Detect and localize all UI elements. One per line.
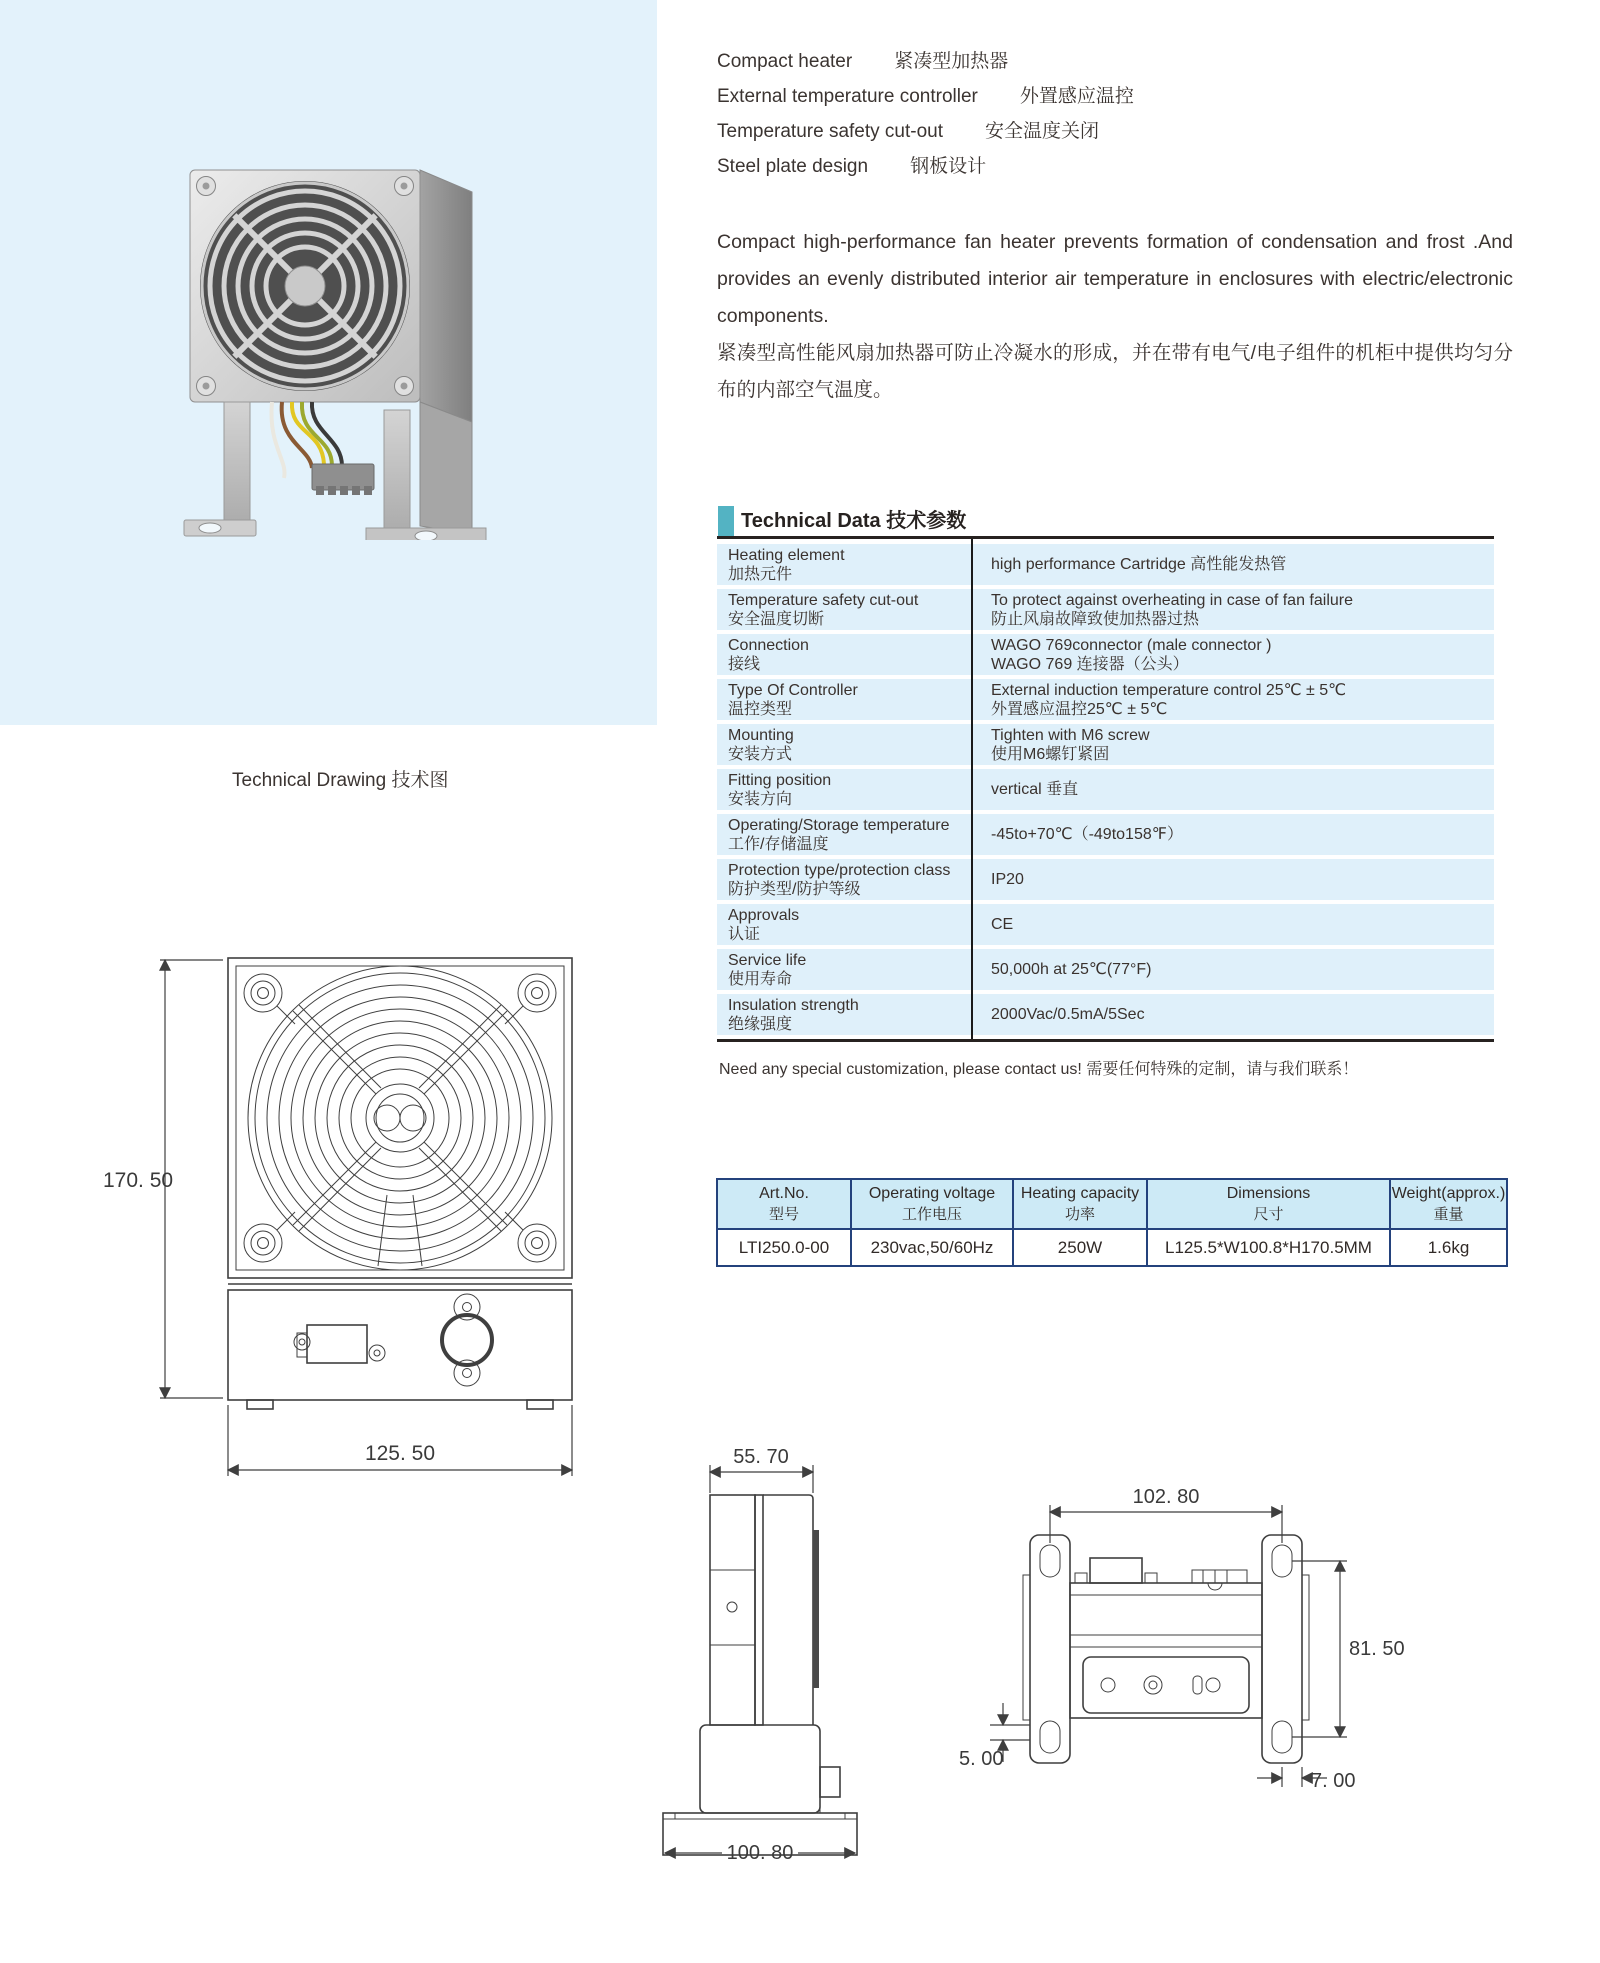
drawing-side-view bbox=[630, 1435, 890, 1875]
col-heating-capacity bbox=[1013, 1179, 1147, 1229]
value-line2: 使用M6螺钉紧固 bbox=[991, 745, 1110, 763]
value-line1: To protect against overheating in case of fan failure bbox=[991, 591, 1353, 609]
label-en: Temperature safety cut-out bbox=[728, 591, 919, 609]
feature-zh: 安全温度关闭 bbox=[985, 121, 1100, 142]
rear-dimension-span bbox=[1050, 1486, 1282, 1543]
section-marker bbox=[718, 506, 734, 537]
row-value bbox=[971, 589, 1494, 630]
cell-operating-voltage: 230vac,50/60Hz bbox=[851, 1229, 1013, 1266]
table-row bbox=[717, 724, 1494, 765]
feature-en: Temperature safety cut-out bbox=[717, 121, 943, 142]
technical-data-table bbox=[717, 544, 1494, 1035]
header-zh: 功率 bbox=[1064, 1206, 1095, 1223]
table-row bbox=[717, 814, 1494, 855]
front-dimension-width bbox=[228, 1405, 572, 1476]
col-art-no bbox=[717, 1179, 851, 1229]
label-en: Operating/Storage temperature bbox=[728, 816, 950, 834]
header-zh: 工作电压 bbox=[901, 1206, 962, 1223]
spec-header-row bbox=[717, 1179, 1507, 1229]
description-zh: 紧凑型高性能风扇加热器可防止冷凝水的形成，并在带有电气/电子组件的机柜中提供均匀分布的内部空气温度。 bbox=[717, 342, 1513, 401]
table-row bbox=[717, 679, 1494, 720]
rear-brackets bbox=[1023, 1535, 1309, 1763]
cell-heating-capacity: 250W bbox=[1013, 1229, 1147, 1266]
side-dimension-base bbox=[665, 1842, 855, 1864]
side-profile bbox=[663, 1495, 857, 1855]
row-value bbox=[971, 949, 1494, 990]
row-value bbox=[971, 994, 1494, 1035]
cell-art-no: LTI250.0-00 bbox=[717, 1229, 851, 1266]
dim-depth-label: 55. 70 bbox=[733, 1446, 789, 1468]
description-en: Compact high-performance fan heater prevents formation of condensation and frost .And provides an evenly distributed interior air temperature in enclosures with electric/electronic components. bbox=[717, 231, 1513, 327]
table-row bbox=[717, 769, 1494, 810]
row-label bbox=[717, 634, 971, 675]
spec-data-row bbox=[717, 1229, 1507, 1266]
value-line2: 外置感应温控25℃ ± 5℃ bbox=[991, 700, 1168, 718]
row-label bbox=[717, 724, 971, 765]
customization-note: Need any special customization, please contact us! 需要任何特殊的定制，请与我们联系！ bbox=[719, 1061, 1359, 1078]
feature-en: External temperature controller bbox=[717, 86, 978, 107]
header-en: Heating capacity bbox=[1020, 1185, 1140, 1202]
section-underline bbox=[717, 536, 1494, 539]
row-label bbox=[717, 949, 971, 990]
label-zh: 温控类型 bbox=[728, 700, 793, 718]
row-label bbox=[717, 589, 971, 630]
feature-list bbox=[717, 44, 1134, 184]
label-en: Protection type/protection class bbox=[728, 861, 951, 879]
label-zh: 安装方向 bbox=[728, 790, 793, 808]
row-value bbox=[971, 544, 1494, 585]
row-value bbox=[971, 859, 1494, 900]
side-dimension-depth bbox=[710, 1446, 813, 1493]
label-en: Insulation strength bbox=[728, 996, 859, 1014]
cell-weight: 1.6kg bbox=[1390, 1229, 1507, 1266]
header-zh: 尺寸 bbox=[1253, 1206, 1284, 1223]
label-en: Service life bbox=[728, 951, 807, 969]
row-value bbox=[971, 904, 1494, 945]
table-row bbox=[717, 544, 1494, 585]
label-en: Approvals bbox=[728, 906, 800, 924]
label-en: Fitting position bbox=[728, 771, 832, 789]
product-spec-table bbox=[716, 1178, 1508, 1267]
drawing-front-view bbox=[95, 940, 595, 1485]
label-zh: 接线 bbox=[728, 655, 761, 673]
col-operating-voltage bbox=[851, 1179, 1013, 1229]
value-line2: 防止风扇故障致使加热器过热 bbox=[991, 610, 1200, 628]
rear-dimension-offset bbox=[959, 1703, 1030, 1770]
feature-zh: 外置感应温控 bbox=[1019, 86, 1134, 107]
row-label bbox=[717, 769, 971, 810]
drawing-rear-view bbox=[945, 1475, 1425, 1815]
label-zh: 使用寿命 bbox=[728, 970, 793, 988]
value-line1: External induction temperature control 25℃ ± 5℃ bbox=[991, 681, 1347, 699]
value-line1: vertical 垂直 bbox=[991, 781, 1079, 798]
value-line1: -45to+70℃（-49to158℉） bbox=[991, 826, 1183, 843]
label-zh: 认证 bbox=[728, 925, 761, 943]
rear-dimension-bracket bbox=[1257, 1767, 1355, 1792]
technical-drawing-caption: Technical Drawing 技术图 bbox=[232, 770, 449, 791]
row-value bbox=[971, 724, 1494, 765]
row-label bbox=[717, 994, 971, 1035]
table-row bbox=[717, 949, 1494, 990]
row-label bbox=[717, 904, 971, 945]
row-label bbox=[717, 679, 971, 720]
fan-grill bbox=[200, 181, 410, 391]
header-zh: 型号 bbox=[768, 1206, 799, 1223]
feature-en: Steel plate design bbox=[717, 156, 869, 177]
rear-body bbox=[1070, 1558, 1262, 1718]
table-row bbox=[717, 589, 1494, 630]
feature-item bbox=[717, 149, 1134, 184]
front-fan-grill bbox=[248, 966, 552, 1270]
header-en: Operating voltage bbox=[868, 1185, 996, 1202]
dim-bracket-label: 7. 00 bbox=[1311, 1770, 1356, 1792]
dim-span-label: 102. 80 bbox=[1132, 1486, 1200, 1508]
row-value bbox=[971, 769, 1494, 810]
technical-data-title: Technical Data 技术参数 bbox=[741, 510, 967, 532]
product-photo bbox=[170, 130, 530, 540]
label-en: Connection bbox=[728, 636, 809, 654]
row-value bbox=[971, 814, 1494, 855]
table-column-divider bbox=[971, 539, 973, 1039]
dim-width-label: 125. 50 bbox=[364, 1442, 436, 1465]
label-zh: 绝缘强度 bbox=[728, 1015, 793, 1033]
table-row bbox=[717, 634, 1494, 675]
table-row bbox=[717, 859, 1494, 900]
label-en: Heating element bbox=[728, 546, 845, 564]
table-row bbox=[717, 994, 1494, 1035]
col-weight bbox=[1390, 1179, 1507, 1229]
cell-dimensions: L125.5*W100.8*H170.5MM bbox=[1147, 1229, 1390, 1266]
table-bottom-border bbox=[717, 1039, 1494, 1042]
feature-en: Compact heater bbox=[717, 51, 853, 72]
value-line1: CE bbox=[991, 916, 1014, 933]
value-line1: IP20 bbox=[991, 871, 1024, 888]
row-label bbox=[717, 544, 971, 585]
row-label bbox=[717, 814, 971, 855]
value-line1: 50,000h at 25℃(77°F) bbox=[991, 961, 1152, 978]
front-base-details bbox=[294, 1294, 492, 1386]
dim-offset-label: 5. 00 bbox=[959, 1748, 1004, 1770]
header-en: Art.No. bbox=[759, 1185, 809, 1202]
label-en: Type Of Controller bbox=[728, 681, 858, 699]
label-zh: 加热元件 bbox=[728, 565, 793, 583]
label-zh: 安装方式 bbox=[728, 745, 793, 763]
row-label bbox=[717, 859, 971, 900]
front-dimension-height bbox=[103, 960, 223, 1398]
feature-zh: 紧凑型加热器 bbox=[894, 51, 1009, 72]
feature-zh: 钢板设计 bbox=[910, 156, 987, 177]
header-zh: 重量 bbox=[1433, 1206, 1464, 1223]
table-row bbox=[717, 904, 1494, 945]
header-en: Weight(approx.) bbox=[1391, 1185, 1506, 1202]
wago-connector bbox=[312, 464, 374, 495]
label-zh: 安全温度切断 bbox=[728, 610, 825, 628]
row-value bbox=[971, 679, 1494, 720]
value-line1: 2000Vac/0.5mA/5Sec bbox=[991, 1006, 1145, 1023]
feature-item bbox=[717, 79, 1134, 114]
value-line2: WAGO 769 连接器（公头） bbox=[991, 655, 1189, 673]
dim-height-label: 81. 50 bbox=[1349, 1638, 1405, 1660]
feature-item bbox=[717, 114, 1134, 149]
product-description bbox=[717, 224, 1513, 409]
label-zh: 防护类型/防护等级 bbox=[728, 880, 861, 898]
dim-height-label: 170. 50 bbox=[103, 1169, 174, 1192]
dim-base-label: 100. 80 bbox=[726, 1842, 794, 1864]
value-line1: Tighten with M6 screw bbox=[991, 726, 1150, 744]
label-zh: 工作/存储温度 bbox=[728, 835, 829, 853]
col-dimensions bbox=[1147, 1179, 1390, 1229]
feature-item bbox=[717, 44, 1134, 79]
row-value bbox=[971, 634, 1494, 675]
value-line1: high performance Cartridge 高性能发热管 bbox=[991, 556, 1287, 573]
label-en: Mounting bbox=[728, 726, 794, 744]
value-line1: WAGO 769connector (male connector ) bbox=[991, 636, 1272, 654]
header-en: Dimensions bbox=[1226, 1185, 1311, 1202]
